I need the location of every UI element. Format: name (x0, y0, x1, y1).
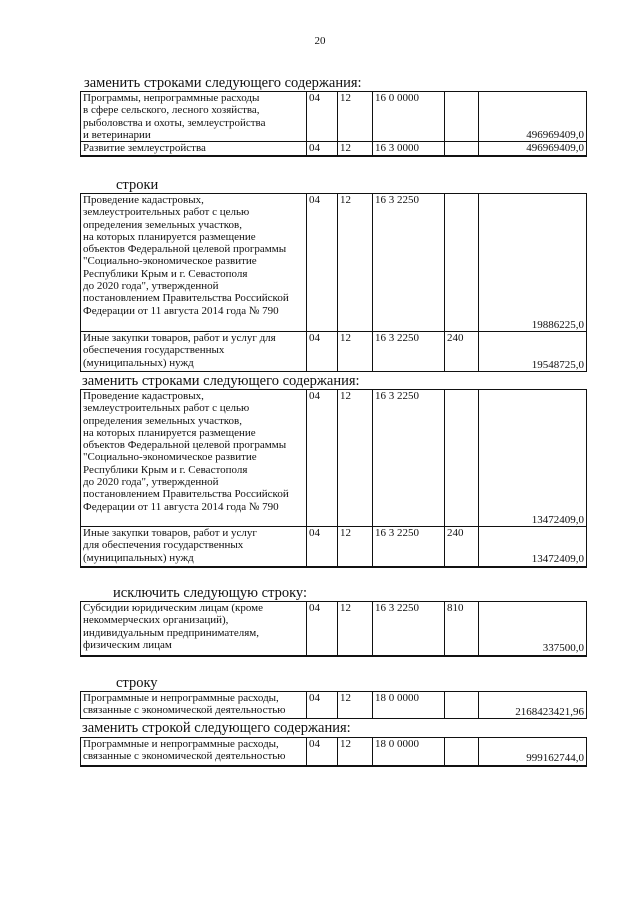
amount-value: 496969409,0 (479, 92, 587, 142)
row-name-line: "Социально-экономическое развитие (83, 451, 257, 464)
expense-type-code: 240 (445, 527, 479, 567)
table-row (81, 142, 587, 156)
expense-type-code (445, 142, 479, 156)
section-code: 04 (307, 92, 338, 142)
row-name-cell (81, 390, 307, 527)
amount-value: 19548725,0 (479, 332, 587, 372)
amount-value: 2168423421,96 (479, 692, 587, 719)
table-row (81, 527, 587, 567)
table-row (81, 92, 587, 142)
row-name-cell (81, 194, 307, 332)
row-name-line: землеустроительных работ с целью (83, 206, 250, 219)
row-name-line: обеспечения государственных (83, 344, 225, 357)
target-article-code: 16 3 0000 (373, 142, 445, 156)
row-name-cell (81, 142, 307, 156)
table-row (81, 602, 587, 656)
row-name-line: индивидуальным предпринимателям, (83, 626, 259, 639)
row-name-line: до 2020 года", утвержденной (83, 280, 219, 293)
amount-value: 496969409,0 (479, 142, 587, 156)
subsection-code: 12 (338, 332, 373, 372)
section-code: 04 (307, 738, 338, 766)
amount-value: 19886225,0 (479, 194, 587, 332)
target-article-code: 16 3 2250 (373, 332, 445, 372)
row-name-line: постановлением Правительства Российской (83, 488, 289, 501)
row-name-line: Программы, непрограммные расходы (83, 92, 260, 104)
heading-row: строку (116, 675, 158, 691)
row-name-cell (81, 602, 307, 656)
section-code: 04 (307, 142, 338, 156)
table-row (81, 332, 587, 372)
row-name-cell (81, 738, 307, 766)
row-name-line: землеустроительных работ с целью (83, 402, 250, 415)
heading-replace-rows-1: заменить строками следующего содержания: (84, 75, 362, 91)
expense-type-code (445, 194, 479, 332)
row-name-line: Республики Крым и г. Севастополя (83, 267, 248, 280)
row-name-line: объектов Федеральной целевой программы (83, 439, 287, 452)
subsection-code: 12 (338, 92, 373, 142)
expense-type-code: 240 (445, 332, 479, 372)
subsection-code: 12 (338, 692, 373, 719)
table-row (81, 390, 587, 527)
budget-table-replace-1 (80, 91, 587, 157)
subsection-code: 12 (338, 738, 373, 766)
subsection-code: 12 (338, 527, 373, 567)
target-article-code: 16 3 2250 (373, 602, 445, 656)
row-name-line: (муниципальных) нужд (83, 551, 194, 564)
row-name-line: Программные и непрограммные расходы, (83, 692, 279, 704)
table-row (81, 692, 587, 719)
row-name-line: "Социально-экономическое развитие (83, 255, 257, 268)
target-article-code: 16 3 2250 (373, 527, 445, 567)
budget-table-row-old (80, 691, 587, 719)
row-name-cell (81, 332, 307, 372)
row-name-line: связанные с экономической деятельностью (83, 704, 286, 717)
row-name-line: в сфере сельского, лесного хозяйства, (83, 104, 260, 117)
heading-replace-rows-2: заменить строками следующего содержания: (82, 373, 360, 389)
row-name-cell (81, 692, 307, 719)
row-name-line: постановлением Правительства Российской (83, 292, 289, 305)
row-name-line: Развитие землеустройства (83, 142, 206, 155)
expense-type-code (445, 390, 479, 527)
section-code: 04 (307, 527, 338, 567)
target-article-code: 16 3 2250 (373, 194, 445, 332)
row-name-line: на которых планируется размещение (83, 230, 256, 243)
row-name-line: некоммерческих организаций), (83, 614, 229, 627)
row-name-line: Субсидии юридическим лицам (кроме (83, 602, 264, 614)
heading-rows: строки (116, 177, 159, 193)
budget-table-rows-old (80, 193, 587, 372)
row-name-line: Федерации от 11 августа 2014 года № 790 (83, 304, 279, 317)
expense-type-code (445, 692, 479, 719)
row-name-line: на которых планируется размещение (83, 426, 256, 439)
row-name-line: объектов Федеральной целевой программы (83, 243, 287, 256)
section-code: 04 (307, 692, 338, 719)
row-name-line: связанные с экономической деятельностью (83, 750, 286, 763)
expense-type-code: 810 (445, 602, 479, 656)
heading-replace-row: заменить строкой следующего содержания: (82, 720, 351, 736)
budget-table-replace-3 (80, 737, 587, 767)
row-name-line: Программные и непрограммные расходы, (83, 738, 279, 750)
heading-exclude-row: исключить следующую строку: (113, 585, 308, 601)
row-name-line: (муниципальных) нужд (83, 356, 194, 369)
table-row (81, 738, 587, 766)
row-name-line: до 2020 года", утвержденной (83, 476, 219, 489)
section-code: 04 (307, 390, 338, 527)
section-code: 04 (307, 602, 338, 656)
target-article-code: 18 0 0000 (373, 692, 445, 719)
target-article-code: 18 0 0000 (373, 738, 445, 766)
subsection-code: 12 (338, 142, 373, 156)
table-row (81, 194, 587, 332)
row-name-cell (81, 92, 307, 142)
section-code: 04 (307, 194, 338, 332)
expense-type-code (445, 738, 479, 766)
page-number: 20 (314, 35, 326, 47)
amount-value: 13472409,0 (479, 390, 587, 527)
row-name-line: Иные закупки товаров, работ и услуг для (83, 332, 276, 344)
row-name-line: для обеспечения государственных (83, 539, 244, 552)
target-article-code: 16 3 2250 (373, 390, 445, 527)
subsection-code: 12 (338, 194, 373, 332)
row-name-line: физическим лицам (83, 638, 172, 651)
expense-type-code (445, 92, 479, 142)
row-name-line: Республики Крым и г. Севастополя (83, 463, 248, 476)
row-name-line: и ветеринарии (83, 128, 151, 141)
section-code: 04 (307, 332, 338, 372)
row-name-line: рыболовства и охоты, землеустройства (83, 116, 266, 129)
budget-table-exclude (80, 601, 587, 657)
amount-value: 337500,0 (479, 602, 587, 656)
amount-value: 999162744,0 (479, 738, 587, 766)
subsection-code: 12 (338, 602, 373, 656)
row-name-cell (81, 527, 307, 567)
row-name-line: Федерации от 11 августа 2014 года № 790 (83, 500, 279, 513)
subsection-code: 12 (338, 390, 373, 527)
row-name-line: определения земельных участков, (83, 218, 242, 231)
row-name-line: определения земельных участков, (83, 414, 242, 427)
amount-value: 13472409,0 (479, 527, 587, 567)
row-name-line: Иные закупки товаров, работ и услуг (83, 527, 257, 539)
budget-table-replace-2 (80, 389, 587, 568)
target-article-code: 16 0 0000 (373, 92, 445, 142)
row-name-line: Проведение кадастровых, (83, 390, 204, 402)
row-name-line: Проведение кадастровых, (83, 194, 204, 206)
